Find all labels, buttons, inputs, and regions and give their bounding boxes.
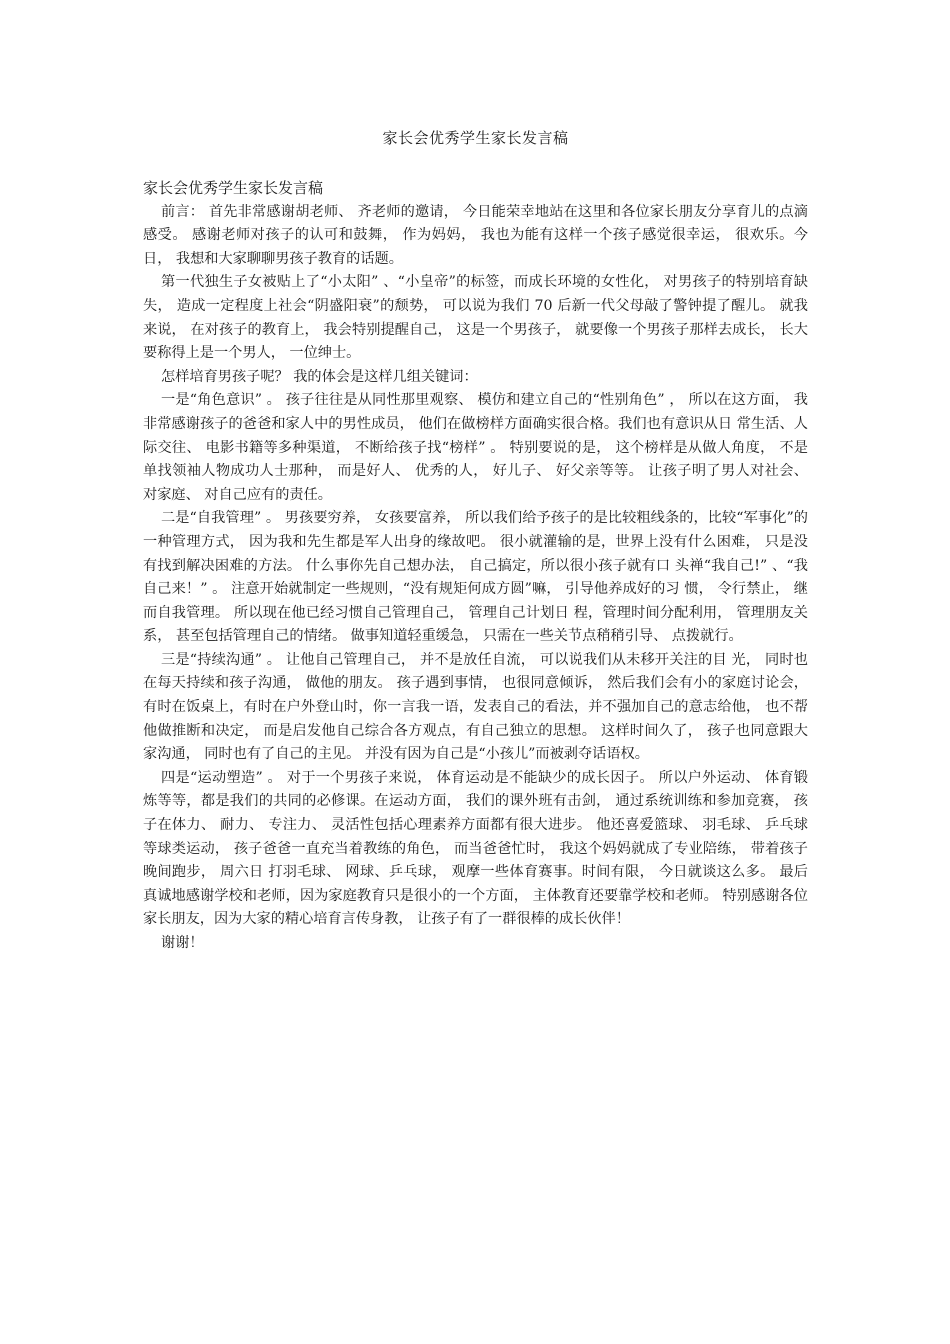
paragraph-role-awareness: 一是“角色意识” 。 孩子往往是从同性那里观察、 模仿和建立自己的“性别角色” ， 所以在这方面， 我非常感谢孩子的爸爸和家人中的男性成员， 他们在做榜样方面确实很合格。我们也有意识从日 常生活、人际交往、 电影书籍等多种渠道， 不断给孩子找“榜样” 。 特别要说的是， 这个榜样是从做人角度， 不是单找领袖人物成功人士那种， 而是好人、 优秀的人， 好儿子、 好父亲等等。 让孩子明了男人对社会、 对家庭、 对自己应有的责任。 bbox=[143, 392, 808, 503]
document-subtitle: 家长会优秀学生家长发言稿 bbox=[143, 179, 324, 197]
paragraph-sports: 四是“运动塑造” 。 对于一个男孩子来说， 体育运动是不能缺少的成长因子。 所以户外运动、 体育锻炼等等，都是我们的共同的必修课。在运动方面， 我们的课外班有击剑， 通过系统训练和参加竞赛， 孩子在体力、 耐力、 专注力、 灵活性包括心理素养方面都有很大进步。 他还喜爱篮球、 羽毛球、 乒乓球等球类运动， 孩子爸爸一直充当着教练的角色， 而当爸爸忙时， 我这个妈妈就成了专业陪练， 带着孩子晚间跑步， 周六日 打羽毛球、 网球、乒乓球， 观摩一些体育赛事。时间有限， 今日就谈这么多。 最后真诚地感谢学校和老师，因为家庭教育只是很小的一个方面， 主体教育还要靠学校和老师。 特别感谢各位家长朋友，因为大家的精心培育言传身教， 让孩子有了一群很棒的成长伙伴！ bbox=[143, 769, 808, 928]
paragraph-thanks: 谢谢！ bbox=[161, 935, 204, 951]
document-title: 家长会优秀学生家长发言稿 bbox=[382, 129, 569, 147]
paragraph-communication: 三是“持续沟通” 。 让他自己管理自己， 并不是放任自流， 可以说我们从未移开关注的目 光， 同时也在每天持续和孩子沟通， 做他的朋友。 孩子遇到事情， 也很同意倾诉， 然后我们会有小的家庭讨论会，有时在饭桌上，有时在户外登山时，你一言我一语，发表自己的看法，并不强加自己的意志给他， 也不帮他做推断和决定， 而是启发他自己综合各方观点，有自己独立的思想。 这样时间久了， 孩子也同意跟大家沟通， 同时也有了自己的主见。 并没有因为自己是“小孩儿”而被剥夺话语权。 bbox=[143, 651, 808, 763]
document-body bbox=[143, 177, 808, 956]
paragraph-keywords-intro: 怎样培育男孩子呢？ 我的体会是这样几组关键词： bbox=[161, 368, 478, 385]
paragraph-self-management: 二是“自我管理” 。 男孩要穷养， 女孩要富养， 所以我们给予孩子的是比较粗线条的，比较“军事化”的一种管理方式， 因为我和先生都是军人出身的缘故吧。 很小就灌输的是，世界上没有什么困难， 只是没有找到解决困难的方法。 什么事你先自己想办法， 自己搞定，所以很小孩子就有口 头禅“我自己!” 、“我自己来！” 。 注意开始就制定一些规则，“没有规矩何成方圆”嘛， 引导他养成好的习 惯， 令行禁止， 继而自我管理。 所以现在他已经习惯自己管理自己， 管理自己计划日 程，管理时间分配利用， 管理朋友关系， 甚至包括管理自己的情绪。 做事知道轻重缓急， 只需在一些关节点稍稍引导、 点拨就行。 bbox=[143, 510, 808, 645]
paragraph-preface: 前言： 首先非常感谢胡老师、 齐老师的邀请， 今日能荣幸地站在这里和各位家长朋友分享育儿的点滴感受。 感谢老师对孩子的认可和鼓舞， 作为妈妈， 我也为能有这样一个孩子感觉很幸运， 很欢乐。今日， 我想和大家聊聊男孩子教育的话题。 bbox=[143, 203, 808, 267]
paragraph-background: 第一代独生子女被贴上了“小太阳” 、“小皇帝”的标签，而成长环境的女性化， 对男孩子的特别培育缺失， 造成一定程度上社会“阴盛阳衰”的颓势， 可以说为我们 70 后新一代父母敲了警钟提了醒儿。 就我来说， 在对孩子的教育上， 我会特别提醒自己， 这是一个男孩子， 就要像一个男孩子那样去成长， 长大要称得上是一个男人， 一位绅士。 bbox=[143, 274, 808, 362]
